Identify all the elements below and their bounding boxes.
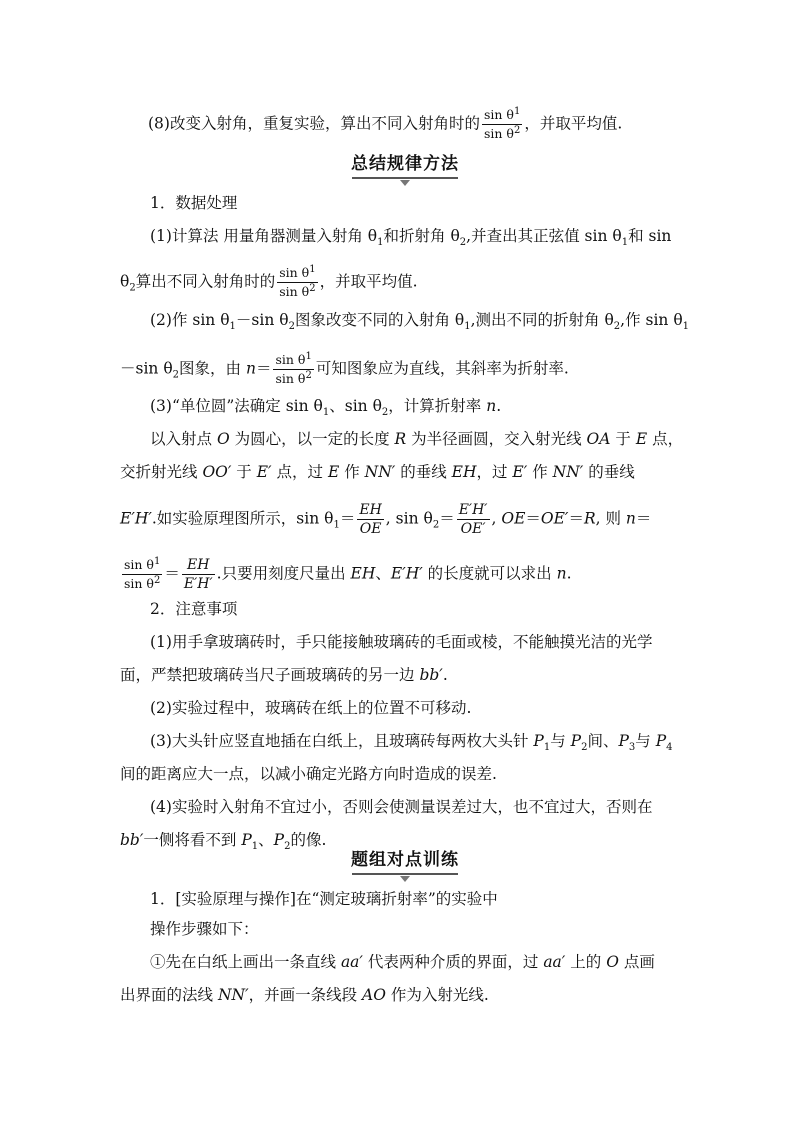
text: 与 [635, 732, 656, 750]
text: 间、 [587, 732, 619, 750]
text: 一侧将看不到 [143, 831, 242, 849]
text: , [491, 509, 502, 528]
eh-over-eh-prime-fraction [182, 557, 215, 592]
segment-label: OO′ [202, 463, 232, 481]
text: 上的 [565, 953, 607, 971]
text: ＝ [568, 509, 584, 528]
fraction-denominator: sin θ [275, 371, 306, 386]
text: 作为入射光线. [385, 986, 489, 1004]
notes-heading: 2．注意事项 [150, 600, 238, 618]
sin-ratio-fraction [277, 265, 317, 300]
text: 于 [610, 430, 636, 448]
segment-label: OE [501, 509, 526, 528]
note1-line2 [120, 664, 448, 686]
superscript: 1 [153, 555, 161, 567]
text: 、 [258, 831, 274, 849]
variable-n: n [486, 397, 497, 415]
fraction-numerator: sin θ [483, 107, 514, 122]
fraction-denominator: sin θ [279, 284, 310, 299]
question1-title: 1．[实验原理与操作]在“测定玻璃折射率”的实验中 [150, 890, 498, 908]
section-heading-exercises [340, 848, 470, 872]
heading-underline [352, 177, 458, 179]
note3-line2: 间的距离应大一点，以减小确定光路方向时造成的误差. [120, 765, 497, 783]
text: 、sin θ [329, 397, 382, 415]
segment-label: bb′ [419, 666, 443, 684]
data-processing-heading: 1．数据处理 [150, 194, 238, 212]
subscript: 4 [666, 742, 673, 754]
subscript: 2 [432, 519, 440, 531]
superscript: 2 [309, 282, 316, 294]
text: .如实验原理图所示，sin θ [151, 509, 334, 528]
text: (3)大头针应竖直地插在白纸上，且玻璃砖每两枚大头针 [150, 732, 534, 750]
text: 点，过 [271, 463, 328, 481]
text: 点画 [618, 953, 655, 971]
pin-label: P [241, 831, 252, 849]
text: ，并取平均值. [319, 272, 418, 291]
text: 图象，由 [179, 359, 246, 378]
text: ＝ [164, 564, 180, 583]
method2-line2 [120, 352, 569, 387]
segment-label: aa′ [340, 953, 363, 971]
note2-line: (2)实验过程中，玻璃砖在纸上的位置不可移动. [150, 699, 472, 717]
unit-circle-line4 [120, 557, 572, 592]
subscript: 1 [377, 237, 384, 249]
text: ，并画一条线段 [248, 986, 363, 1004]
text: , sin θ [385, 509, 433, 528]
superscript: 2 [153, 574, 161, 586]
superscript: 1 [309, 263, 316, 275]
fraction-denominator: OE′ [460, 521, 486, 537]
subscript: 2 [613, 321, 621, 333]
text: 的垂线 [583, 463, 635, 481]
subscript: 1 [464, 321, 471, 333]
fraction-denominator: sin θ [483, 126, 514, 141]
text: 出界面的法线 [120, 986, 218, 1004]
pin-label: P [273, 831, 285, 849]
text: ①先在白纸上画出一条直线 [150, 953, 341, 971]
text: 与 [550, 732, 571, 750]
text: (8)改变入射角，重复实验，算出不同入射角时的 [148, 114, 480, 133]
note4-line1: (4)实验时入射角不宜过小，否则会使测量误差过大，也不宜过大，否则在 [150, 798, 653, 816]
segment-label: bb′ [120, 831, 144, 849]
text: ，并取平均值. [524, 114, 623, 133]
segment-label: aa′ [543, 953, 566, 971]
superscript: 2 [305, 369, 312, 381]
section-heading-summary [340, 152, 470, 176]
point-label: E′ [256, 463, 272, 481]
segment-label: E′H′ [120, 509, 152, 528]
subscript: 2 [459, 237, 467, 249]
text: 算出不同入射角时的 [135, 272, 276, 291]
text: (3)“单位圆”法确定 sin θ [150, 397, 323, 415]
fraction-denominator: E′H′ [183, 576, 213, 592]
subscript: 1 [621, 237, 629, 249]
unit-circle-line2 [120, 461, 635, 483]
segment-label: EH [350, 564, 376, 583]
text: ＝ [339, 509, 356, 528]
text: .只要用刻度尺量出 [216, 564, 351, 583]
step1-line1 [150, 951, 655, 973]
text: ＝ [525, 509, 541, 528]
point-label: E [327, 463, 340, 481]
point-label: E [635, 430, 648, 448]
subscript: 2 [284, 841, 291, 853]
text: ＝ [255, 359, 272, 378]
pin-label: P [570, 732, 582, 750]
variable-n: n [625, 509, 636, 528]
fraction-numerator: E′H′ [458, 502, 488, 518]
text: ，过 [476, 463, 513, 481]
text: 作 [339, 463, 365, 481]
sin-ratio-fraction [482, 107, 522, 142]
section-title: 题组对点训练 [351, 850, 459, 870]
question1-steps-intro: 操作步骤如下： [150, 920, 259, 938]
subscript: 1 [333, 519, 340, 531]
text: 点， [647, 430, 684, 448]
pin-label: P [618, 732, 629, 750]
text: －sin θ [120, 359, 173, 378]
variable-n: n [556, 564, 567, 583]
text: 为圆心，以一定的长度 [229, 430, 395, 448]
text: －sin θ [235, 311, 289, 329]
text: (1)计算法 用量角器测量入射角 θ [150, 227, 378, 245]
point-label: O [216, 430, 230, 448]
step1-line2 [120, 984, 489, 1006]
variable-n: n [245, 359, 256, 378]
segment-label: E′H′ [390, 564, 423, 583]
method3-line [150, 395, 501, 417]
subscript: 3 [628, 742, 636, 754]
superscript: 1 [305, 350, 312, 362]
superscript: 2 [513, 124, 521, 136]
text: ，计算折射率 [388, 397, 487, 415]
subscript: 2 [288, 321, 295, 333]
text: ,测出不同的折射角 θ [470, 311, 614, 329]
text: 交折射光线 [120, 463, 203, 481]
text: . [442, 666, 448, 684]
subscript: 1 [543, 742, 551, 754]
text: 以入射点 [150, 430, 217, 448]
method2-line1 [150, 309, 689, 331]
text: 的长度就可以求出 [422, 564, 557, 583]
text: 作 [527, 463, 553, 481]
heading-marker-icon [400, 876, 410, 882]
eh-over-oe-fraction [357, 502, 383, 537]
step-8-line [148, 107, 622, 142]
text: 的像. [290, 831, 327, 849]
fraction-numerator: EH [359, 502, 382, 518]
text: 面，严禁把玻璃砖当尺子画玻璃砖的另一边 [120, 666, 420, 684]
segment-label: OA [586, 430, 611, 448]
subscript: 2 [129, 282, 136, 294]
unit-circle-line3 [120, 502, 651, 537]
point-label: O [606, 953, 619, 971]
segment-label: OE′ [540, 509, 569, 528]
text: 于 [231, 463, 257, 481]
subscript: 2 [381, 407, 389, 419]
fraction-denominator: OE [359, 521, 382, 537]
section-title: 总结规律方法 [351, 154, 459, 174]
text: 代表两种介质的界面，过 [362, 953, 544, 971]
unit-circle-line1 [150, 428, 683, 450]
fraction-numerator: sin θ [279, 265, 310, 280]
fraction-denominator: sin θ [124, 576, 154, 591]
text: ＝ [635, 509, 652, 528]
segment-label: NN′ [217, 986, 249, 1004]
superscript: 1 [513, 105, 521, 117]
note4-line2 [120, 829, 326, 851]
note3-line1 [150, 730, 673, 752]
subscript: 1 [251, 841, 259, 853]
segment-label: NN′ [552, 463, 584, 481]
text: . [496, 397, 502, 415]
text: 的垂线 [395, 463, 452, 481]
text: 、 [375, 564, 391, 583]
method1-line1 [150, 225, 671, 247]
point-label: E′ [512, 463, 528, 481]
pin-label: P [533, 732, 544, 750]
text: ＝ [439, 509, 455, 528]
subscript: 1 [682, 321, 690, 333]
text: 图象改变不同的入射角 θ [294, 311, 465, 329]
fraction-numerator: sin θ [275, 352, 306, 367]
segment-label: NN′ [364, 463, 396, 481]
text: . [566, 564, 572, 583]
note1-line1: (1)用手拿玻璃砖时，手只能接触玻璃砖的毛面或棱，不能触摸光洁的光学 [150, 633, 653, 651]
text: (2)作 sin θ [150, 311, 230, 329]
text: ,并查出其正弦值 sin θ [466, 227, 622, 245]
fraction-numerator: sin θ [124, 557, 154, 572]
text: 为半径画圆，交入射光线 [406, 430, 587, 448]
fraction-numerator: EH [182, 557, 215, 575]
subscript: 1 [229, 321, 236, 333]
subscript: 1 [322, 407, 330, 419]
text: 可知图象应为直线，其斜率为折射率. [315, 359, 569, 378]
heading-underline [352, 873, 458, 875]
heading-marker-icon [400, 180, 410, 186]
variable-r: R [394, 430, 407, 448]
text: 和 sin [628, 227, 672, 245]
sin-ratio-fraction [273, 352, 313, 387]
sin-ratio-fraction [122, 557, 162, 592]
method1-line2 [120, 265, 418, 300]
text: 和折射角 θ [383, 227, 460, 245]
text: ,作 sin θ [620, 311, 683, 329]
pin-label: P [655, 732, 667, 750]
text: , 则 [595, 509, 626, 528]
subscript: 2 [581, 742, 588, 754]
variable-r: R [583, 509, 596, 528]
segment-label: AO [362, 986, 386, 1004]
text: θ [120, 272, 130, 291]
subscript: 2 [172, 369, 180, 381]
segment-label: EH [451, 463, 477, 481]
eh-prime-over-oe-prime-fraction [457, 502, 490, 537]
